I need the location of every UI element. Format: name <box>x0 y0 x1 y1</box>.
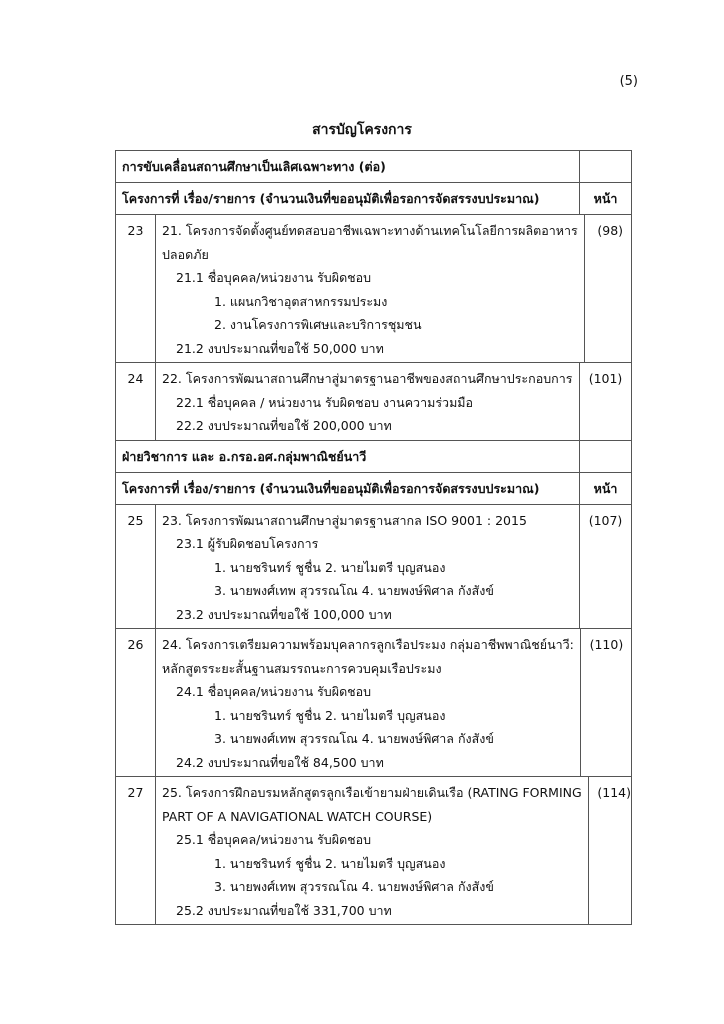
responsible-heading: 23.1 ผู้รับผิดชอบโครงการ <box>176 536 319 551</box>
project-page: (101) <box>588 371 623 386</box>
budget-line: 21.2 งบประมาณที่ขอใช้ 50,000 บาท <box>176 340 384 356</box>
column-header-title: โครงการที่ เรื่อง/รายการ (จำนวนเงินที่ขออนุมัติเพื่อรอการจัดสรรงบประมาณ) <box>116 183 580 214</box>
project-page: (114) <box>597 785 631 800</box>
project-row <box>116 215 631 363</box>
responsible-heading: 24.1 ชื่อบุคคล/หน่วยงาน รับผิดชอบ <box>176 684 372 699</box>
project-page: (110) <box>589 637 624 652</box>
project-title: 21. โครงการจัดตั้งศูนย์ทดสอบอาชีพเฉพาะทางด้านเทคโนโลยีการผลิตอาหาร <box>162 223 578 238</box>
toc-table <box>115 150 632 925</box>
responsible-item: 1. นายชรินทร์ ชูชื่น 2. นายไมตรี บุญสนอง <box>214 559 446 575</box>
project-title-cont: ปลอดภัย <box>162 246 209 262</box>
responsible-item: 1. นายชรินทร์ ชูชื่น 2. นายไมตรี บุญสนอง <box>214 855 446 871</box>
project-page: (107) <box>588 512 623 528</box>
project-number: 26 <box>116 629 156 776</box>
budget-line: 24.2 งบประมาณที่ขอใช้ 84,500 บาท <box>176 754 384 770</box>
project-row <box>116 777 631 925</box>
project-title-cont: PART OF A NAVIGATIONAL WATCH COURSE) <box>162 808 433 824</box>
responsible-item: 1. แผนกวิชาอุตสาหกรรมประมง <box>214 293 388 309</box>
project-number: 27 <box>116 777 156 924</box>
responsible-item: 3. นายพงศ์เทพ สุวรรณโณ 4. นายพงษ์พิศาล กังสังข์ <box>214 731 494 746</box>
project-title-cont: หลักสูตรระยะสั้นฐานสมรรถนะการควบคุมเรือประมง <box>162 660 442 676</box>
responsible-heading: 22.1 ชื่อบุคคล / หน่วยงาน รับผิดชอบ งานความร่วมมือ <box>176 394 474 410</box>
page-number: (5) <box>619 74 638 89</box>
column-header-title: โครงการที่ เรื่อง/รายการ (จำนวนเงินที่ขออนุมัติเพื่อรอการจัดสรรงบประมาณ) <box>116 473 580 504</box>
section-heading-page-cell <box>580 441 631 472</box>
project-content <box>156 363 580 440</box>
budget-line: 23.2 งบประมาณที่ขอใช้ 100,000 บาท <box>176 606 392 622</box>
project-page: (98) <box>597 223 624 238</box>
section-heading-row <box>116 151 631 183</box>
column-header-row <box>116 183 631 215</box>
section-heading: ฝ่ายวิชาการ และ อ.กรอ.อศ.กลุ่มพาณิชย์นาวี <box>116 441 580 472</box>
responsible-heading: 25.1 ชื่อบุคคล/หน่วยงาน รับผิดชอบ <box>176 832 372 847</box>
project-title: 24. โครงการเตรียมความพร้อมบุคลากรลูกเรือประมง กลุ่มอาชีพพาณิชย์นาวี: <box>162 637 574 652</box>
project-number: 23 <box>116 215 156 362</box>
responsible-heading: 21.1 ชื่อบุคคล/หน่วยงาน รับผิดชอบ <box>176 270 372 285</box>
project-content <box>156 629 581 776</box>
project-content <box>156 777 589 924</box>
budget-line: 22.2 งบประมาณที่ขอใช้ 200,000 บาท <box>176 418 392 433</box>
responsible-item: 3. นายพงศ์เทพ สุวรรณโณ 4. นายพงษ์พิศาล กังสังข์ <box>214 879 494 894</box>
project-title: 23. โครงการพัฒนาสถานศึกษาสู่มาตรฐานสากล ISO 9001 : 2015 <box>162 512 527 528</box>
responsible-item: 2. งานโครงการพิเศษและบริการชุมชน <box>214 317 422 332</box>
responsible-item: 3. นายพงศ์เทพ สุวรรณโณ 4. นายพงษ์พิศาล กังสังข์ <box>214 583 494 598</box>
project-number: 24 <box>116 363 156 440</box>
column-header-page: หน้า <box>593 191 618 206</box>
project-row <box>116 505 631 630</box>
section-heading-row <box>116 441 631 473</box>
section-heading: การขับเคลื่อนสถานศึกษาเป็นเลิศเฉพาะทาง (ต่อ) <box>116 151 580 182</box>
column-header-page: หน้า <box>593 480 618 496</box>
project-content <box>156 215 585 362</box>
project-number: 25 <box>116 505 156 629</box>
project-title: 22. โครงการพัฒนาสถานศึกษาสู่มาตรฐานอาชีพของสถานศึกษาประกอบการ <box>162 371 573 386</box>
section-heading-page-cell <box>580 151 631 182</box>
project-row <box>116 629 631 777</box>
responsible-item: 1. นายชรินทร์ ชูชื่น 2. นายไมตรี บุญสนอง <box>214 707 446 723</box>
project-title: 25. โครงการฝึกอบรมหลักสูตรลูกเรือเข้ายามฝ่ายเดินเรือ (RATING FORMING <box>162 785 582 800</box>
project-content <box>156 505 580 629</box>
page-title: สารบัญโครงการ <box>312 122 412 138</box>
budget-line: 25.2 งบประมาณที่ขอใช้ 331,700 บาท <box>176 902 392 918</box>
column-header-row <box>116 473 631 505</box>
project-row <box>116 363 631 441</box>
